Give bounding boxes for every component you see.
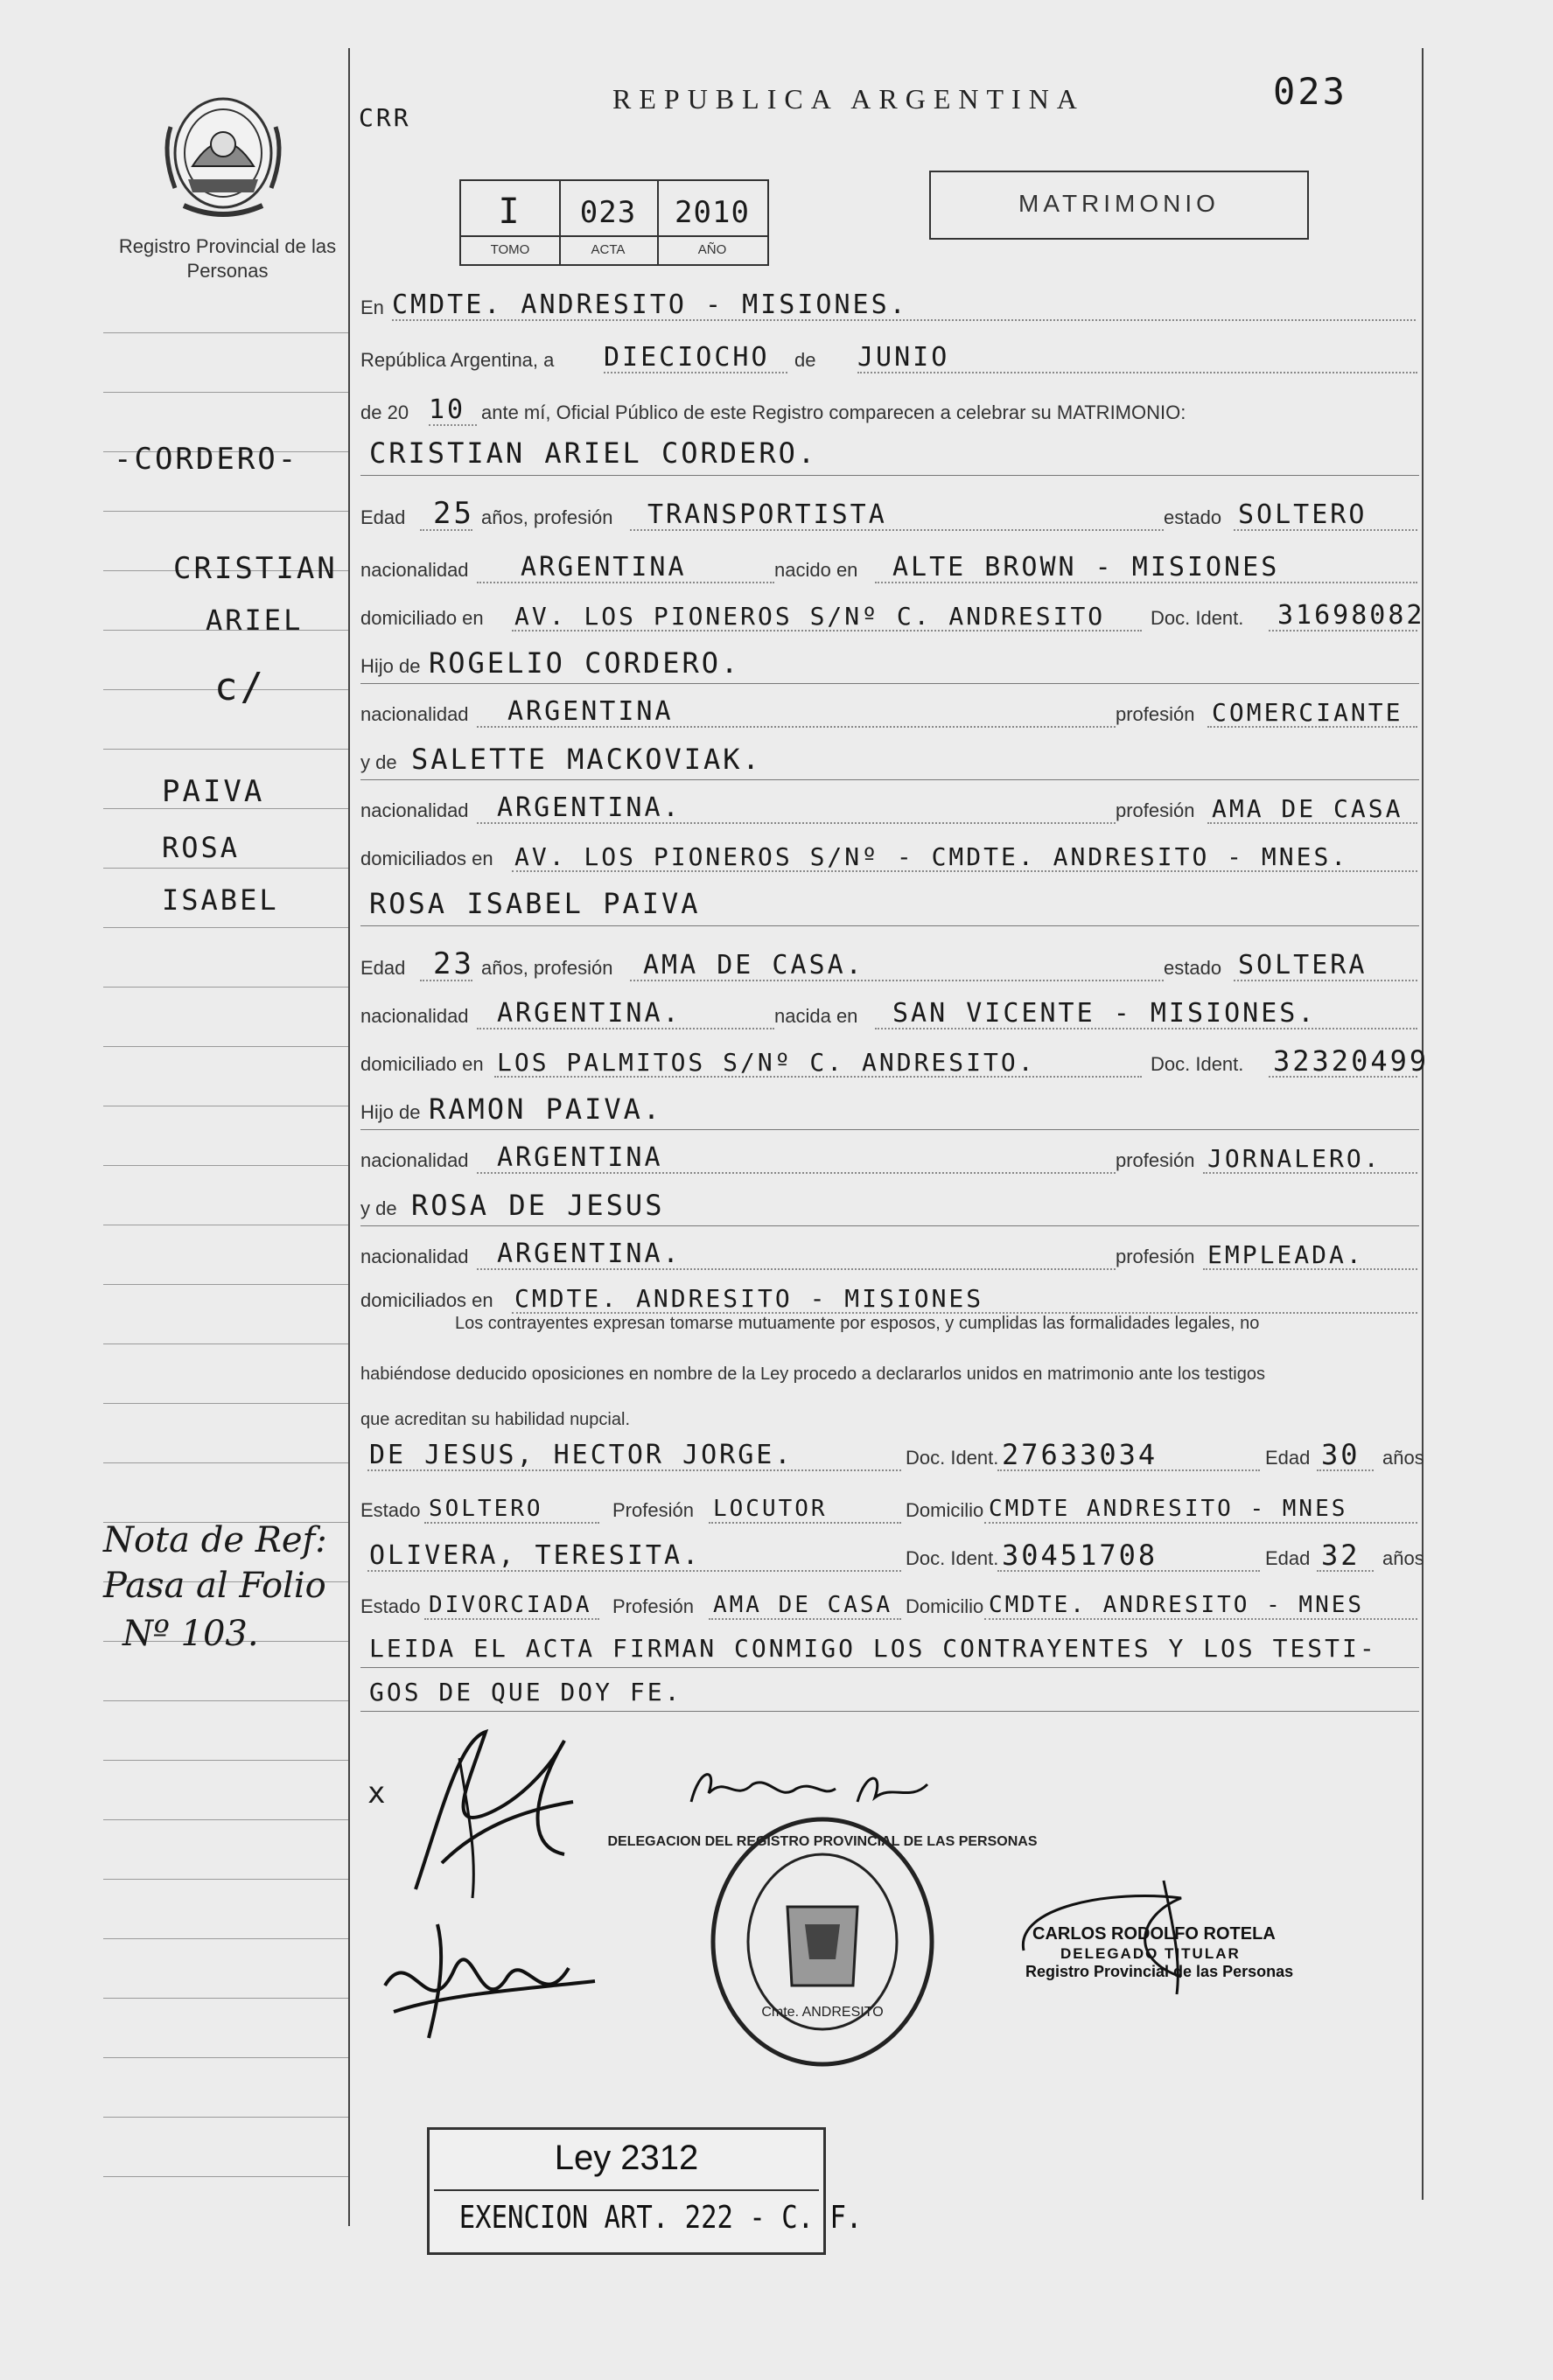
dotted-fill <box>477 1172 1116 1174</box>
dotted-fill <box>1207 726 1417 728</box>
declaration-line-1: Los contrayentes expresan tomarse mutuamente por esposos, y cumplidas las formalidades legales, no <box>455 1314 1260 1333</box>
acta-value: 023 <box>579 195 637 230</box>
margin-groom-first-name: CRISTIAN <box>173 551 338 586</box>
groom-civil-status: SOLTERO <box>1238 499 1368 530</box>
bride-address: LOS PALMITOS S/Nº C. ANDRESITO. <box>497 1048 1036 1077</box>
bride-birthplace-label: nacida en <box>774 1005 858 1027</box>
dotted-fill <box>424 1522 599 1524</box>
witness-address: CMDTE. ANDRESITO - MNES <box>989 1592 1365 1618</box>
margin-surname: -CORDERO- <box>114 442 299 477</box>
margin-ruled-line <box>103 1879 348 1880</box>
bride-father-nationality: ARGENTINA <box>497 1142 663 1173</box>
bride-status-label: estado <box>1164 957 1222 979</box>
margin-connector: c/ <box>214 665 266 709</box>
dotted-fill <box>709 1522 901 1524</box>
witness-age-label: Edad <box>1265 1547 1311 1569</box>
bride-doc-label: Doc. Ident. <box>1151 1053 1244 1075</box>
groom-father-nationality: ARGENTINA <box>507 696 674 727</box>
groom-doc-label: Doc. Ident. <box>1151 607 1244 629</box>
official-stamp <box>1006 1881 1330 1994</box>
groom-birthplace-label: nacido en <box>774 559 858 581</box>
dotted-fill <box>1203 1172 1417 1174</box>
bride-mother-nationality-label: nacionalidad <box>360 1246 469 1267</box>
bride-nationality-label: nacionalidad <box>360 1005 469 1027</box>
dotted-fill <box>424 1618 599 1620</box>
witness-doc-label: Doc. Ident. <box>906 1547 999 1569</box>
bride-parents-address-label: domiciliados en <box>360 1289 493 1311</box>
groom-profession: TRANSPORTISTA <box>647 499 887 530</box>
tomo-label: TOMO <box>490 242 530 257</box>
intro-month: JUNIO <box>857 342 950 373</box>
margin-bride-surname: PAIVA <box>162 774 265 809</box>
dotted-fill <box>1317 1570 1374 1572</box>
groom-father-label: Hijo de <box>360 655 421 677</box>
margin-divider <box>348 48 350 2226</box>
groom-mother-label: y de <box>360 751 397 773</box>
groom-signature-icon <box>389 1706 591 1911</box>
dotted-fill <box>477 822 1116 824</box>
dotted-fill <box>630 529 1164 531</box>
dotted-fill <box>604 372 787 373</box>
groom-age-label: Edad <box>360 506 406 528</box>
ruled-line <box>360 925 1419 926</box>
provincial-crest-icon <box>157 83 289 223</box>
bride-parents-address: CMDTE. ANDRESITO - MISIONES <box>514 1284 984 1313</box>
witness-civil-status: DIVORCIADA <box>429 1592 592 1618</box>
official-title: DELEGADO TITULAR <box>1060 1945 1241 1962</box>
dotted-fill <box>429 424 477 426</box>
witness-age-label: Edad <box>1265 1447 1311 1469</box>
bride-father-label: Hijo de <box>360 1101 421 1123</box>
bride-profession: AMA DE CASA. <box>643 950 864 981</box>
intro-statement: ante mí, Oficial Público de este Registro comparecen a celebrar su MATRIMONIO: <box>481 401 1186 423</box>
witness-doc: 30451708 <box>1002 1539 1158 1572</box>
margin-ruled-line <box>103 511 348 512</box>
margin-groom-second-name: ARIEL <box>206 604 304 637</box>
dotted-fill <box>367 1570 901 1572</box>
groom-status-label: estado <box>1164 506 1222 528</box>
bride-nationality: ARGENTINA. <box>497 998 682 1029</box>
groom-mother-profession-label: profesión <box>1116 799 1195 821</box>
bride-birthplace: SAN VICENTE - MISIONES. <box>892 998 1317 1029</box>
witness-address: CMDTE ANDRESITO - MNES <box>989 1496 1348 1522</box>
bride-mother-nationality: ARGENTINA. <box>497 1239 682 1269</box>
intro-republic-label: República Argentina, a <box>360 349 555 371</box>
dotted-fill <box>477 1028 774 1029</box>
witness-years-label: años <box>1382 1447 1424 1469</box>
dotted-fill <box>875 582 1417 583</box>
witness-address-label: Domicilio <box>906 1595 984 1617</box>
witness-profession: AMA DE CASA <box>713 1592 893 1618</box>
groom-name: CRISTIAN ARIEL CORDERO. <box>369 436 818 470</box>
groom-mother-nationality: ARGENTINA. <box>497 792 682 823</box>
groom-father-profession: COMERCIANTE <box>1212 698 1403 727</box>
signature-mark: x <box>367 1776 388 1811</box>
country-title: REPUBLICA ARGENTINA <box>612 83 1085 115</box>
dotted-fill <box>367 1469 901 1471</box>
anio-value: 2010 <box>675 195 750 230</box>
dotted-fill <box>1317 1469 1374 1471</box>
bride-mother-profession-label: profesión <box>1116 1246 1195 1267</box>
intro-en-label: En <box>360 297 384 318</box>
record-number-box <box>459 179 769 266</box>
ruled-line <box>360 475 1419 476</box>
dotted-fill <box>477 582 774 583</box>
bride-age: 23 <box>433 946 474 981</box>
groom-address: AV. LOS PIONEROS S/Nº C. ANDRESITO <box>514 602 1106 631</box>
margin-ruled-line <box>103 1819 348 1820</box>
bride-father: RAMON PAIVA. <box>429 1092 663 1126</box>
tomo-value: I <box>498 192 522 232</box>
witness-profession: LOCUTOR <box>713 1496 828 1522</box>
margin-note-line-1: Nota de Ref: <box>103 1520 327 1560</box>
declaration-line-3: que acreditan su habilidad nupcial. <box>360 1410 630 1429</box>
declaration-line-2: habiéndose deducido oposiciones en nombre de la Ley procedo a declararlos unidos en matrimonio ante los testigos <box>360 1364 1265 1384</box>
groom-father: ROGELIO CORDERO. <box>429 646 741 680</box>
dotted-fill <box>709 1618 901 1620</box>
dotted-fill <box>512 630 1142 632</box>
witness-status-label: Estado <box>360 1595 421 1617</box>
dotted-fill <box>477 1268 1116 1270</box>
witness-age: 30 <box>1321 1438 1361 1471</box>
witness-civil-status: SOLTERO <box>429 1496 543 1522</box>
groom-father-nationality-label: nacionalidad <box>360 703 469 725</box>
groom-mother-profession: AMA DE CASA <box>1212 794 1403 823</box>
dotted-fill <box>1207 822 1417 824</box>
closing-line-1: LEIDA EL ACTA FIRMAN CONMIGO LOS CONTRAYENTES Y LOS TESTI- <box>369 1634 1377 1663</box>
bride-father-profession-label: profesión <box>1116 1149 1195 1171</box>
margin-ruled-line <box>103 1998 348 1999</box>
margin-ruled-line <box>103 2117 348 2118</box>
groom-profession-label: años, profesión <box>481 506 613 528</box>
margin-note-line-3: Nº 103. <box>122 1614 259 1654</box>
bride-doc: 32320499 <box>1273 1044 1430 1078</box>
margin-ruled-line <box>103 1403 348 1404</box>
witness-name: DE JESUS, HECTOR JORGE. <box>369 1440 794 1470</box>
margin-ruled-line <box>103 2176 348 2177</box>
bride-mother: ROSA DE JESUS <box>411 1189 665 1222</box>
closing-line-2: GOS DE QUE DOY FE. <box>369 1678 682 1706</box>
dotted-fill <box>1234 529 1417 531</box>
margin-note-line-2: Pasa al Folio <box>103 1566 326 1606</box>
margin-ruled-line <box>103 1700 348 1701</box>
ruled-line <box>360 779 1419 780</box>
intro-year-prefix: de 20 <box>360 401 409 423</box>
groom-mother-nationality-label: nacionalidad <box>360 799 469 821</box>
groom-nationality-label: nacionalidad <box>360 559 469 581</box>
intro-place: CMDTE. ANDRESITO - MISIONES. <box>392 290 908 320</box>
margin-ruled-line <box>103 1284 348 1285</box>
groom-doc: 31698082 <box>1277 600 1425 631</box>
ruled-line <box>360 1129 1419 1130</box>
margin-ruled-line <box>103 1046 348 1047</box>
witness-name: OLIVERA, TERESITA. <box>369 1540 702 1571</box>
ruled-line <box>360 683 1419 684</box>
intro-year-suffix: 10 <box>429 394 466 425</box>
law-title: Ley 2312 <box>554 2139 699 2177</box>
margin-ruled-line <box>103 332 348 333</box>
intro-day: DIECIOCHO <box>604 342 770 373</box>
margin-ruled-line <box>103 1760 348 1761</box>
dotted-fill <box>1234 980 1417 981</box>
law-stamp <box>427 2127 863 2255</box>
bride-mother-label: y de <box>360 1197 397 1219</box>
anio-label: AÑO <box>697 242 727 257</box>
record-type-box <box>929 171 1309 240</box>
svg-text:Cmte. ANDRESITO: Cmte. ANDRESITO <box>761 2005 884 2020</box>
law-exemption: EXENCION ART. 222 - C. F. <box>458 2200 863 2236</box>
dotted-fill <box>997 1570 1260 1572</box>
margin-ruled-line <box>103 927 348 928</box>
bride-name: ROSA ISABEL PAIVA <box>369 887 701 920</box>
witness-years-label: años <box>1382 1547 1424 1569</box>
groom-address-label: domiciliado en <box>360 607 484 629</box>
witness-signature-icon <box>376 1907 604 2051</box>
dotted-fill <box>1203 1268 1417 1270</box>
margin-ruled-line <box>103 987 348 988</box>
intro-de-label: de <box>794 349 816 371</box>
groom-father-profession-label: profesión <box>1116 703 1195 725</box>
witness-address-label: Domicilio <box>906 1499 984 1521</box>
bride-father-nationality-label: nacionalidad <box>360 1149 469 1171</box>
dotted-fill <box>494 1076 1142 1078</box>
dotted-fill <box>997 1469 1260 1471</box>
dotted-fill <box>984 1618 1417 1620</box>
dotted-fill <box>875 1028 1417 1029</box>
registry-seal-icon <box>607 1811 1038 2073</box>
margin-bride-first-name: ROSA <box>162 831 241 864</box>
official-name: CARLOS RODOLFO ROTELA <box>1032 1924 1276 1944</box>
page-number: 023 <box>1273 70 1347 113</box>
acta-label: ACTA <box>591 242 626 257</box>
dotted-fill <box>1269 630 1417 632</box>
official-office: Registro Provincial de las Personas <box>1025 1963 1294 1980</box>
groom-mother: SALETTE MACKOVIAK. <box>411 743 762 776</box>
margin-ruled-line <box>103 749 348 750</box>
bride-address-label: domiciliado en <box>360 1053 484 1075</box>
witness-profession-label: Profesión <box>612 1499 694 1521</box>
margin-ruled-line <box>103 392 348 393</box>
bride-father-profession: JORNALERO. <box>1207 1144 1382 1173</box>
groom-age: 25 <box>433 496 474 531</box>
groom-parents-address-label: domiciliados en <box>360 848 493 869</box>
groom-birthplace: ALTE BROWN - MISIONES <box>892 552 1280 583</box>
bride-civil-status: SOLTERA <box>1238 950 1368 981</box>
registry-name: Registro Provincial de las Personas <box>118 235 337 282</box>
bride-profession-label: años, profesión <box>481 957 613 979</box>
margin-ruled-line <box>103 2057 348 2058</box>
dotted-fill <box>857 372 1417 373</box>
dotted-fill <box>630 980 1164 981</box>
right-border <box>1422 48 1424 2200</box>
groom-nationality: ARGENTINA <box>521 552 687 583</box>
margin-bride-second-name: ISABEL <box>162 883 279 917</box>
witness-profession-label: Profesión <box>612 1595 694 1617</box>
margin-ruled-line <box>103 1165 348 1166</box>
ruled-line <box>360 1667 1419 1668</box>
dotted-fill <box>512 870 1417 872</box>
margin-ruled-line <box>103 1938 348 1939</box>
groom-parents-address: AV. LOS PIONEROS S/Nº - CMDTE. ANDRESITO - MNES. <box>514 842 1349 871</box>
witness-age: 32 <box>1321 1539 1361 1572</box>
dotted-fill <box>984 1522 1417 1524</box>
dotted-fill <box>420 529 472 531</box>
witness-doc-label: Doc. Ident. <box>906 1447 999 1469</box>
bride-mother-profession: EMPLEADA. <box>1207 1240 1364 1269</box>
bride-age-label: Edad <box>360 957 406 979</box>
top-code: CRR <box>359 103 411 132</box>
ruled-line <box>360 1225 1419 1226</box>
witness-doc: 27633034 <box>1002 1438 1158 1471</box>
dotted-fill <box>392 319 1416 321</box>
svg-text:DELEGACION DEL REGISTRO PROVIN: DELEGACION DEL REGISTRO PROVINCIAL DE LAS PERSONAS <box>607 1834 1038 1849</box>
record-type: MATRIMONIO <box>1018 190 1220 217</box>
dotted-fill <box>420 980 472 981</box>
dotted-fill <box>477 726 1116 728</box>
margin-ruled-line <box>103 868 348 869</box>
witness-status-label: Estado <box>360 1499 421 1521</box>
dotted-fill <box>1269 1076 1417 1078</box>
margin-ruled-line <box>103 1462 348 1463</box>
